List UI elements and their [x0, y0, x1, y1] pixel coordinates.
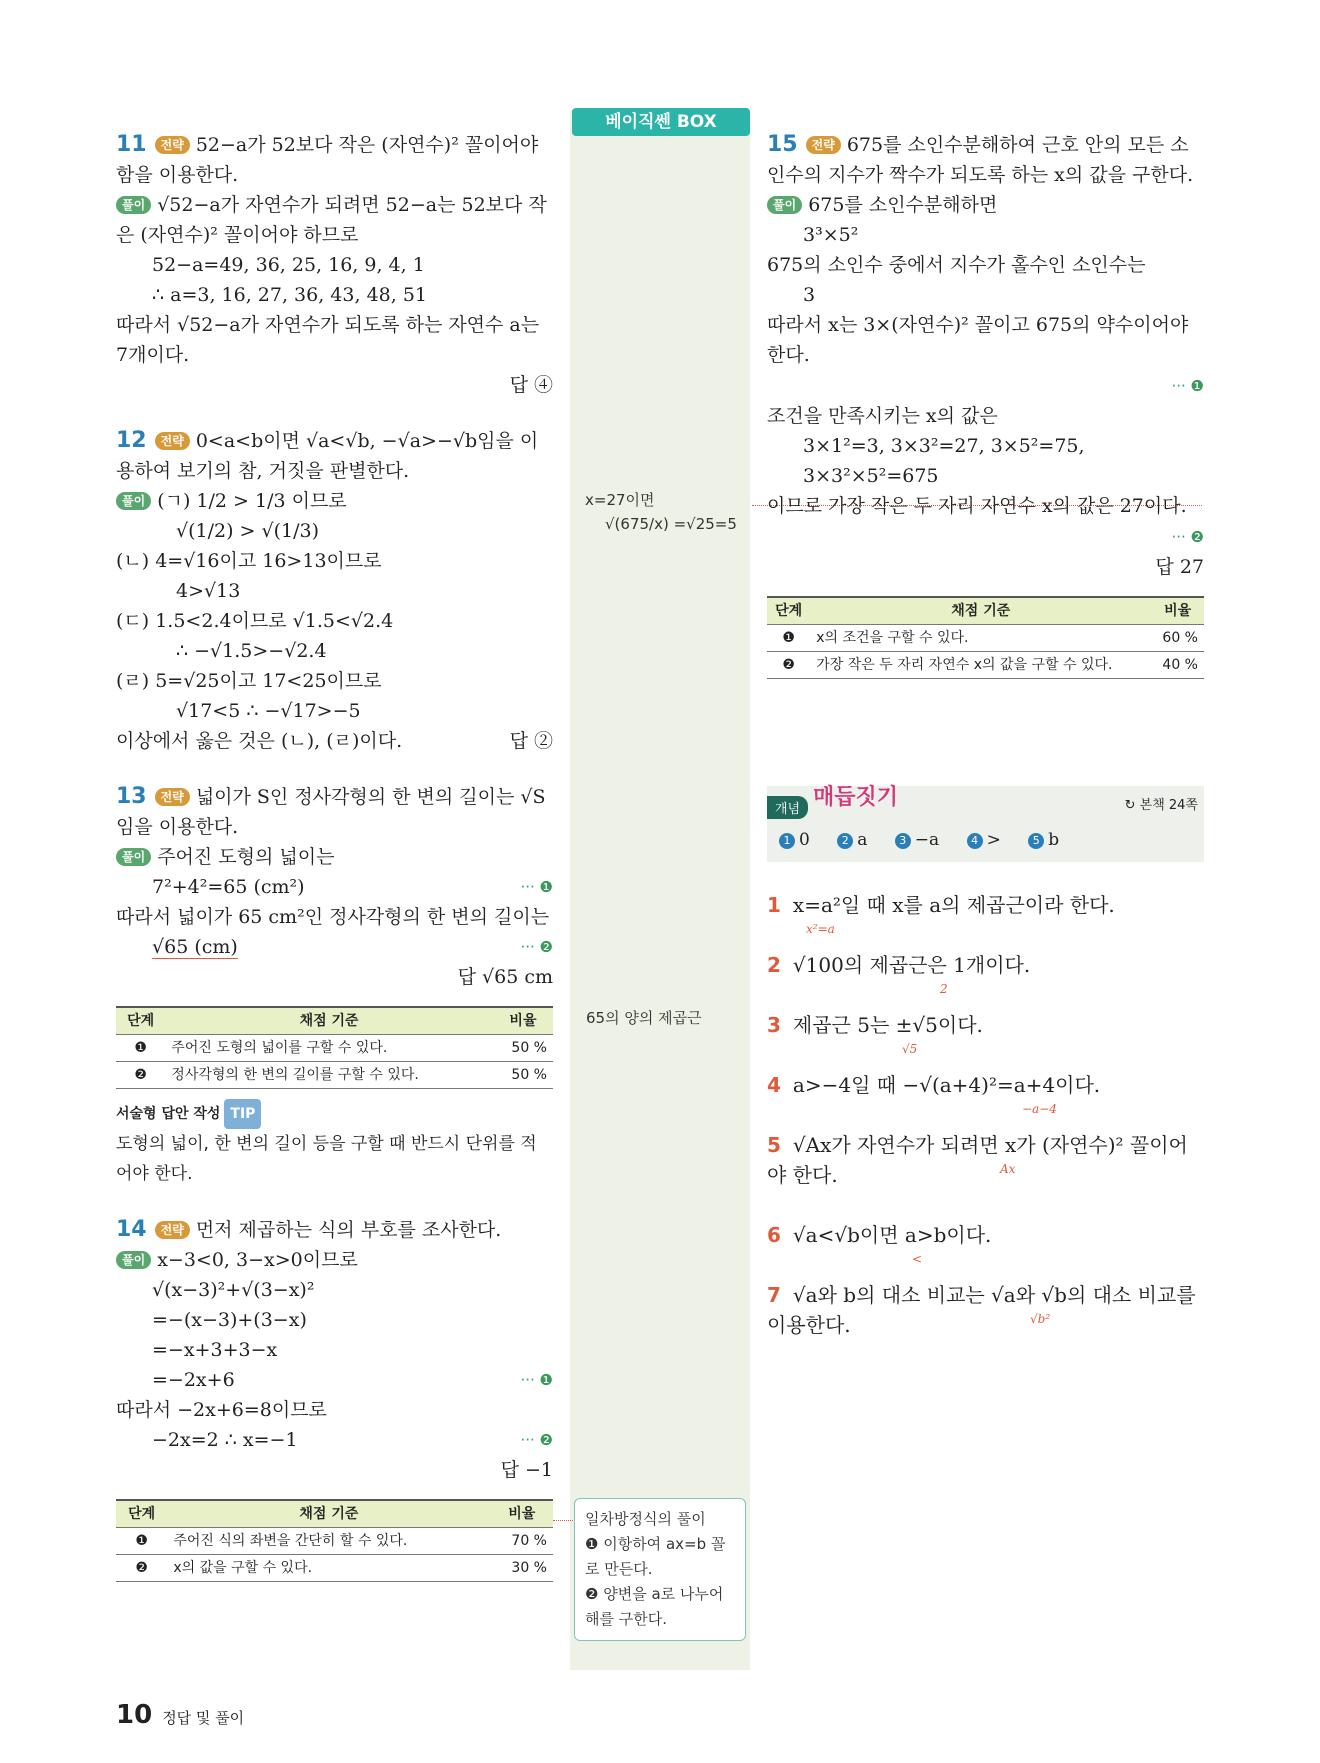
grading-table: [116, 1006, 553, 1089]
concept-answer-text: >: [986, 830, 1001, 850]
number-marker: 5: [1028, 833, 1044, 849]
check-text: x=a²일 때 x를 a의 제곱근이라 한다.: [792, 893, 1115, 917]
check-number: 5: [767, 1133, 781, 1157]
table-cell: 정사각형의 한 변의 길이를 구할 수 있다.: [165, 1062, 493, 1089]
basic-box-column: [570, 110, 750, 1670]
table-cell: 주어진 도형의 넓이를 구할 수 있다.: [165, 1035, 493, 1062]
concept-answer-text: a: [857, 830, 868, 850]
strategy-text: 먼저 제곱하는 식의 부호를 조사한다.: [195, 1219, 502, 1241]
solution-line: 675를 소인수분해하면: [808, 194, 998, 216]
solution-line: √17<5 ∴ −√17>−5: [176, 700, 361, 722]
concept-answer-text: b: [1048, 830, 1060, 850]
page-reference-text: 본책 24쪽: [1139, 798, 1198, 813]
answer: 답 −1: [500, 1459, 553, 1481]
strategy-tag: 전략: [155, 788, 190, 806]
problem-number: 14: [116, 1217, 147, 1242]
table-cell: 70 %: [490, 1528, 553, 1555]
solution-line: 3³×5²: [803, 224, 859, 246]
strategy-text: 0<a<b이면 √a<√b, −√a>−√b임을 이용하여 보기의 참, 거짓을 판별한다.: [116, 430, 539, 482]
concept-answer: [967, 830, 1001, 850]
problem-number: 11: [116, 132, 147, 157]
step-marker: ··· ❶: [520, 1371, 553, 1389]
table-header: 단계: [767, 597, 810, 625]
solution-line: 따라서 x는 3×(자연수)² 꼴이고 675의 약수이어야 한다.: [767, 314, 1189, 366]
tip-title: 서술형 답안 작성: [116, 1106, 221, 1122]
basic-box-title: 베이직쎈 BOX: [572, 108, 750, 136]
solution-line: ∴ a=3, 16, 27, 36, 43, 48, 51: [152, 284, 427, 306]
check-text: √100의 제곱근은 1개이다.: [792, 953, 1031, 977]
solution-line: 주어진 도형의 넓이는: [157, 846, 335, 868]
number-marker: 1: [779, 833, 795, 849]
solution-line: =−(x−3)+(3−x): [152, 1309, 307, 1331]
table-cell: ❷: [116, 1555, 167, 1582]
solution-line: 3: [803, 284, 816, 306]
check-item: [767, 1070, 1204, 1100]
page-number: 10: [116, 1700, 153, 1730]
answer: 답 √65 cm: [457, 966, 553, 988]
answer: 답 ④: [509, 374, 553, 396]
strategy-tag: 전략: [155, 432, 190, 450]
problem-number: 13: [116, 784, 147, 809]
strategy-tag: 전략: [155, 136, 190, 154]
table-header: 채점 기준: [810, 597, 1151, 625]
solution-line: 3×3²×5²=675: [803, 465, 939, 487]
solution-line: ∴ −√1.5>−√2.4: [176, 640, 327, 662]
problem-11: [116, 130, 553, 400]
tip-header: [116, 1099, 553, 1129]
page-reference: ↻ 본책 24쪽: [1124, 798, 1198, 813]
answer: 답 27: [1155, 556, 1204, 578]
right-column: [767, 130, 1204, 705]
tip-text: 도형의 넓이, 한 변의 길이 등을 구할 때 반드시 단위를 적어야 한다.: [116, 1134, 537, 1184]
correction: Ax: [1000, 1162, 1016, 1176]
concept-answer: [837, 830, 867, 850]
problem-number: 15: [767, 132, 798, 157]
check-item: [767, 950, 1204, 980]
concept-answer: [895, 830, 939, 850]
check-text: √Ax가 자연수가 되려면 x가 (자연수)² 꼴이어야 한다.: [767, 1133, 1188, 1187]
solution-tag: 풀이: [767, 196, 802, 214]
check-item: [767, 1220, 1204, 1250]
concept-cap: 개념: [767, 796, 808, 819]
table-cell: ❶: [116, 1528, 167, 1555]
grading-table: [767, 596, 1204, 679]
solution-tag: 풀이: [116, 1251, 151, 1269]
table-row: [116, 1035, 553, 1062]
solution-line: =−2x+6: [152, 1369, 235, 1391]
correction: x²=a: [806, 922, 835, 936]
correction: <: [912, 1252, 923, 1266]
footer-label: 정답 및 풀이: [162, 1709, 245, 1727]
check-number: 3: [767, 1013, 781, 1037]
table-cell: 60 %: [1151, 625, 1204, 652]
table-header: 비율: [493, 1007, 553, 1035]
concept-answer-text: 0: [799, 830, 810, 850]
table-cell: ❶: [767, 625, 810, 652]
solution-line: (ㄴ) 4=√16이고 16>13이므로: [116, 550, 382, 572]
table-header: 채점 기준: [165, 1007, 493, 1035]
check-text: a>−4일 때 −√(a+4)²=a+4이다.: [792, 1073, 1101, 1097]
check-number: 1: [767, 893, 781, 917]
table-header: 비율: [490, 1500, 553, 1528]
strategy-text: 675를 소인수분해하여 근호 안의 모든 소인수의 지수가 짝수가 되도록 하는 x의 값을 구한다.: [767, 134, 1194, 186]
table-row: [116, 1528, 553, 1555]
table-row: [767, 625, 1204, 652]
table-cell: 가장 작은 두 자리 자연수 x의 값을 구할 수 있다.: [810, 652, 1151, 679]
side-note-step: ❶ 이항하여 ax=b 꼴로 만든다.: [585, 1535, 726, 1578]
solution-line: 675의 소인수 중에서 지수가 홀수인 소인수는: [767, 254, 1146, 276]
check-number: 7: [767, 1283, 781, 1307]
number-marker: 4: [967, 833, 983, 849]
strategy-text: 52−a가 52보다 작은 (자연수)² 꼴이어야 함을 이용한다.: [116, 134, 539, 186]
check-number: 6: [767, 1223, 781, 1247]
side-note-line: √(675/x) =√25=5: [605, 515, 737, 533]
solution-line: −2x=2 ∴ x=−1: [152, 1429, 298, 1451]
solution-line: 따라서 넓이가 65 cm²인 정사각형의 한 변의 길이는: [116, 906, 550, 928]
page-footer: [116, 1700, 244, 1730]
correction: 2: [940, 982, 948, 996]
table-row: [767, 652, 1204, 679]
strategy-tag: 전략: [806, 136, 841, 154]
table-header: 비율: [1151, 597, 1204, 625]
table-cell: x의 조건을 구할 수 있다.: [810, 625, 1151, 652]
problem-15: [767, 130, 1204, 679]
correction: √5: [902, 1042, 918, 1056]
solution-line: 조건을 만족시키는 x의 값은: [767, 405, 998, 427]
solution-line: √65 (cm): [152, 936, 238, 958]
concept-answers: [779, 830, 1081, 850]
answer: 답 ②: [509, 730, 553, 752]
check-number: 4: [767, 1073, 781, 1097]
table-cell: ❷: [116, 1062, 165, 1089]
concept-answer-text: −a: [914, 830, 940, 850]
side-note-65: 65의 양의 제곱근: [586, 1009, 702, 1027]
number-marker: 2: [837, 833, 853, 849]
concept-title: 매듭짓기: [813, 785, 899, 810]
concept-summary: [767, 786, 1204, 862]
table-cell: 40 %: [1151, 652, 1204, 679]
step-marker: ··· ❶: [1171, 377, 1204, 395]
step-marker: ··· ❷: [1171, 528, 1204, 546]
check-item: [767, 1280, 1204, 1340]
correction: √b²: [1030, 1312, 1051, 1326]
table-header: 단계: [116, 1007, 165, 1035]
table-header: 단계: [116, 1500, 167, 1528]
problem-13: [116, 782, 553, 1189]
solution-line: 따라서 −2x+6=8이므로: [116, 1399, 327, 1421]
table-cell: 주어진 식의 좌변을 간단히 할 수 있다.: [167, 1528, 490, 1555]
check-item: [767, 1010, 1204, 1040]
solution-tag: 풀이: [116, 848, 151, 866]
solution-line: (ㄹ) 5=√25이고 17<25이므로: [116, 670, 382, 692]
solution-line: (ㄷ) 1.5<2.4이므로 √1.5<√2.4: [116, 610, 394, 632]
solution-line: √(1/2) > √(1/3): [176, 520, 320, 542]
side-note-line: x=27이면: [585, 491, 655, 509]
table-header: 채점 기준: [167, 1500, 490, 1528]
left-column: [116, 130, 553, 1608]
concept-answer: [779, 830, 810, 850]
solution-line: 이상에서 옳은 것은 (ㄴ), (ㄹ)이다.: [116, 730, 403, 752]
solution-tag: 풀이: [116, 196, 151, 214]
concept-answer: [1028, 830, 1059, 850]
table-cell: 50 %: [493, 1035, 553, 1062]
check-text: 제곱근 5는 ±√5이다.: [792, 1013, 983, 1037]
side-note-title: 일차방정식의 풀이: [585, 1510, 706, 1528]
solution-line: 3×1²=3, 3×3²=27, 3×5²=75,: [803, 435, 1085, 457]
solution-tag: 풀이: [116, 492, 151, 510]
table-cell: 30 %: [490, 1555, 553, 1582]
solution-line: 따라서 √52−a가 자연수가 되도록 하는 자연수 a는 7개이다.: [116, 314, 540, 366]
problem-14: [116, 1215, 553, 1582]
solution-line: √(x−3)²+√(3−x)²: [152, 1279, 315, 1301]
number-marker: 3: [895, 833, 911, 849]
solution-line: 이므로 가장 작은 두 자리 자연수 x의 값은 27이다.: [767, 495, 1187, 517]
check-number: 2: [767, 953, 781, 977]
table-cell: ❶: [116, 1035, 165, 1062]
side-note-step: ❷ 양변을 a로 나누어 해를 구한다.: [585, 1585, 724, 1628]
solution-line: √52−a가 자연수가 되려면 52−a는 52보다 작은 (자연수)² 꼴이어야 하므로: [116, 194, 547, 246]
solution-line: =−x+3+3−x: [152, 1339, 278, 1361]
problem-12: [116, 426, 553, 756]
solution-line: 7²+4²=65 (cm²): [152, 876, 305, 898]
problem-number: 12: [116, 428, 147, 453]
side-note-x27: [585, 488, 737, 536]
table-cell: x의 값을 구할 수 있다.: [167, 1555, 490, 1582]
table-row: [116, 1555, 553, 1582]
check-item: [767, 1130, 1204, 1190]
table-cell: 50 %: [493, 1062, 553, 1089]
check-text: √a<√b이면 a>b이다.: [792, 1223, 992, 1247]
check-text: √a와 b의 대소 비교는 √a와 √b의 대소 비교를 이용한다.: [767, 1283, 1196, 1337]
leader-line: [553, 1520, 573, 1521]
strategy-tag: 전략: [155, 1221, 190, 1239]
step-marker: ··· ❷: [520, 938, 553, 956]
solution-line: x−3<0, 3−x>0이므로: [157, 1249, 358, 1271]
table-row: [116, 1062, 553, 1089]
solution-line: (ㄱ) 1/2 > 1/3 이므로: [157, 490, 347, 512]
tip-badge: TIP: [224, 1099, 261, 1129]
step-marker: ··· ❶: [520, 878, 553, 896]
strategy-text: 넓이가 S인 정사각형의 한 변의 길이는 √S임을 이용한다.: [116, 786, 546, 838]
solution-line: 4>√13: [176, 580, 241, 602]
table-cell: ❷: [767, 652, 810, 679]
solution-line: 52−a=49, 36, 25, 16, 9, 4, 1: [152, 254, 425, 276]
side-note-linear-equation: [574, 1498, 746, 1641]
check-item: [767, 890, 1204, 920]
grading-table: [116, 1499, 553, 1582]
correction: −a−4: [1022, 1102, 1057, 1116]
step-marker: ··· ❷: [520, 1431, 553, 1449]
